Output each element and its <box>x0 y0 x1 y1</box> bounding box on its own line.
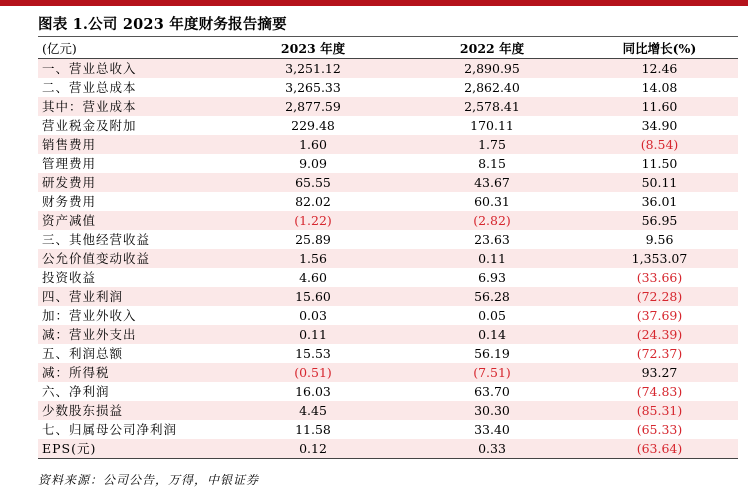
row-label: 七、归属母公司净利润 <box>42 422 178 437</box>
value-2023: 0.11 <box>299 327 327 342</box>
value-yoy: 50.11 <box>641 175 678 190</box>
value-2022: 30.30 <box>474 403 510 418</box>
table-row <box>38 97 738 116</box>
table-row <box>38 382 738 401</box>
value-2022: (2.82) <box>473 213 511 228</box>
table-row <box>38 344 738 363</box>
value-2022: 23.63 <box>474 232 510 247</box>
value-2023: 229.48 <box>291 118 335 133</box>
header-accent-bar <box>0 0 748 6</box>
value-2022: 2,578.41 <box>464 99 520 114</box>
value-yoy: 9.56 <box>645 232 674 247</box>
row-label: 减：所得税 <box>42 365 110 380</box>
header-yoy: 同比增长(%) <box>622 41 697 56</box>
value-2022: (7.51) <box>473 365 511 380</box>
value-2023: 0.12 <box>299 441 327 456</box>
value-yoy: 14.08 <box>641 80 678 95</box>
value-yoy: (74.83) <box>636 384 683 399</box>
row-label: 四、营业利润 <box>42 289 124 304</box>
row-label: 管理费用 <box>42 156 97 171</box>
table-row <box>38 116 738 135</box>
row-label: 销售费用 <box>42 137 97 152</box>
row-label: 一、营业总收入 <box>42 61 137 76</box>
value-2022: 8.15 <box>478 156 506 171</box>
financial-summary-table <box>38 39 738 459</box>
value-2022: 6.93 <box>478 270 506 285</box>
row-label: 加：营业外收入 <box>42 308 137 323</box>
row-label: 二、营业总成本 <box>42 80 137 95</box>
value-2023: 11.58 <box>295 422 331 437</box>
value-2023: 2,877.59 <box>285 99 341 114</box>
value-2022: 170.11 <box>470 118 514 133</box>
table-row <box>38 135 738 154</box>
row-label: EPS(元) <box>42 441 97 456</box>
value-2023: 82.02 <box>295 194 331 209</box>
row-label: 资产减值 <box>42 213 97 228</box>
value-2023: (1.22) <box>294 213 332 228</box>
table-title: 图表 1.公司 2023 年度财务报告摘要 <box>38 16 287 33</box>
value-yoy: 56.95 <box>641 213 678 228</box>
table-row <box>38 59 738 79</box>
value-2023: 0.03 <box>299 308 327 323</box>
table-row <box>38 363 738 382</box>
row-label: 六、净利润 <box>42 384 110 399</box>
value-yoy: (37.69) <box>636 308 683 323</box>
value-yoy: (8.54) <box>640 137 679 152</box>
value-yoy: 11.50 <box>641 156 678 171</box>
value-yoy: 11.60 <box>641 99 678 114</box>
table-row <box>38 401 738 420</box>
value-2023: 16.03 <box>295 384 331 399</box>
value-2022: 43.67 <box>474 175 510 190</box>
table-row <box>38 192 738 211</box>
table-row <box>38 287 738 306</box>
source-note: 资料来源：公司公告，万得，中银证券 <box>38 473 260 487</box>
table-row <box>38 249 738 268</box>
value-yoy: (63.64) <box>636 441 683 456</box>
table-header-row <box>38 39 738 59</box>
value-2023: 25.89 <box>295 232 331 247</box>
value-yoy: 34.90 <box>641 118 678 133</box>
value-yoy: (65.33) <box>636 422 683 437</box>
table-row <box>38 154 738 173</box>
row-label: 研发费用 <box>42 175 97 190</box>
value-2022: 63.70 <box>474 384 510 399</box>
value-2023: 1.56 <box>299 251 327 266</box>
row-label: 营业税金及附加 <box>42 118 137 133</box>
value-2023: 15.60 <box>295 289 331 304</box>
table-row <box>38 230 738 249</box>
row-label: 财务费用 <box>42 194 97 209</box>
value-yoy: 93.27 <box>641 365 678 380</box>
value-2023: 65.55 <box>295 175 331 190</box>
table-row <box>38 325 738 344</box>
value-yoy: (85.31) <box>636 403 683 418</box>
value-2022: 2,890.95 <box>464 61 520 76</box>
value-yoy: (72.37) <box>636 346 683 361</box>
row-label: 少数股东损益 <box>42 403 124 418</box>
value-2022: 1.75 <box>478 137 506 152</box>
row-label: 投资收益 <box>42 270 97 285</box>
value-2023: 9.09 <box>299 156 327 171</box>
value-2022: 2,862.40 <box>464 80 520 95</box>
row-label: 五、利润总额 <box>42 346 124 361</box>
row-label: 公允价值变动收益 <box>42 251 151 266</box>
table-row <box>38 78 738 97</box>
value-yoy: (33.66) <box>636 270 683 285</box>
value-yoy: 36.01 <box>641 194 678 209</box>
row-label: 其中：营业成本 <box>42 99 137 114</box>
value-2023: 3,251.12 <box>285 61 341 76</box>
value-2023: 4.45 <box>299 403 327 418</box>
value-yoy: (72.28) <box>636 289 683 304</box>
value-2022: 0.11 <box>478 251 506 266</box>
value-yoy: (24.39) <box>636 327 683 342</box>
row-label: 三、其他经营收益 <box>42 232 151 247</box>
table-row <box>38 211 738 230</box>
value-2022: 56.28 <box>474 289 510 304</box>
value-2023: 3,265.33 <box>285 80 341 95</box>
value-2022: 56.19 <box>474 346 510 361</box>
header-2023: 2023 年度 <box>280 41 346 56</box>
table-row <box>38 173 738 192</box>
table-row <box>38 268 738 287</box>
value-2023: 1.60 <box>299 137 327 152</box>
value-2022: 0.05 <box>478 308 506 323</box>
value-yoy: 1,353.07 <box>631 251 688 266</box>
header-unit: (亿元) <box>42 41 77 56</box>
table-row <box>38 420 738 439</box>
value-2022: 60.31 <box>474 194 510 209</box>
header-2022: 2022 年度 <box>459 41 525 56</box>
value-2022: 0.14 <box>478 327 506 342</box>
title-divider <box>38 36 738 37</box>
value-2022: 33.40 <box>474 422 510 437</box>
value-2022: 0.33 <box>478 441 506 456</box>
table-row <box>38 439 738 459</box>
table-body <box>38 59 738 459</box>
value-2023: (0.51) <box>294 365 332 380</box>
value-2023: 4.60 <box>299 270 327 285</box>
row-label: 减：营业外支出 <box>42 327 137 342</box>
value-2023: 15.53 <box>295 346 331 361</box>
table-row <box>38 306 738 325</box>
value-yoy: 12.46 <box>641 61 678 76</box>
